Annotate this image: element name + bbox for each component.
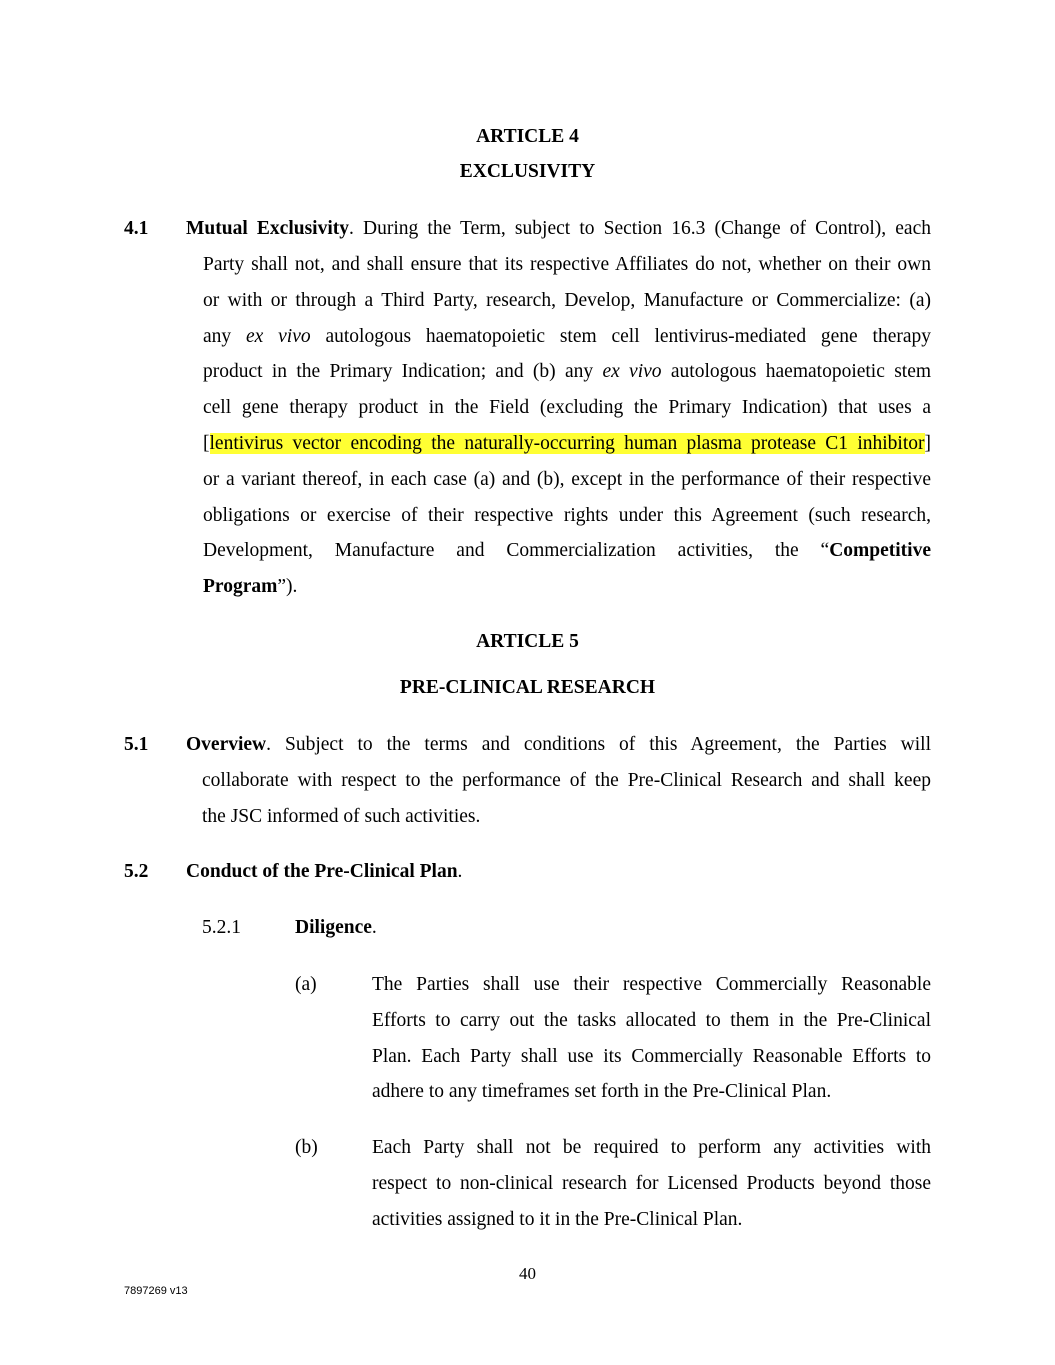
- item-b-label: (b): [295, 1137, 318, 1158]
- section-5-1-heading: Overview: [186, 734, 267, 755]
- item-b-line-1: Each Party shall not be required to perform any activities with: [372, 1137, 931, 1158]
- section-5-2-1-number: 5.2.1: [202, 917, 241, 938]
- section-4-1-line-3: or with or through a Third Party, research, Develop, Manufacture or Commercialize: (a): [203, 289, 931, 311]
- line-4-text-b: autologous haematopoietic stem cell lentivirus-mediated gene therapy: [325, 325, 932, 347]
- item-a-line-2: Efforts to carry out the tasks allocated to them in the Pre-Clinical: [372, 1009, 931, 1031]
- highlighted-text: lentivirus vector encoding the naturally-occurring human plasma protease C1 inhibitor: [209, 432, 925, 454]
- item-a-line-3: Plan. Each Party shall use its Commercially Reasonable Efforts to: [372, 1045, 931, 1067]
- defined-term-part-1: Competitive: [829, 540, 931, 562]
- section-5-1-number: 5.1: [124, 734, 149, 755]
- item-b-body: [372, 1130, 931, 1237]
- section-5-1-line-2: collaborate with respect to the performance of the Pre-Clinical Research and shall keep: [202, 770, 931, 791]
- section-4-1-number: 4.1: [124, 218, 149, 239]
- line-4-italic: ex vivo: [246, 325, 311, 347]
- line-11-end: ”).: [277, 576, 298, 598]
- section-4-1-line-2: Party shall not, and shall ensure that its respective Affiliates do not, whether on their own: [203, 254, 931, 275]
- section-4-1-line-10: [203, 533, 931, 569]
- line-4-text-a: any: [203, 325, 232, 347]
- bracket-close: ]: [924, 432, 931, 454]
- section-4-1-heading: Mutual Exclusivity: [186, 218, 349, 239]
- item-a-body: [372, 967, 931, 1110]
- article-4-title: ARTICLE 4: [476, 126, 579, 147]
- section-5-1-first-line: [186, 727, 931, 763]
- item-a-label: (a): [295, 974, 317, 995]
- section-4-1-line-1: . During the Term, subject to Section 16.3 (Change of Control), each: [349, 218, 931, 239]
- document-id: 7897269 v13: [124, 1285, 188, 1297]
- item-b-line-3: activities assigned to it in the Pre-Clinical Plan.: [372, 1208, 743, 1230]
- section-4-1-line-6: cell gene therapy product in the Field (excluding the Primary Indication) that uses a: [203, 397, 931, 419]
- article-5-title: ARTICLE 5: [476, 631, 579, 652]
- section-4-1-line-8: or a variant thereof, in each case (a) and (b), except in the performance of their respective: [203, 468, 931, 490]
- section-5-2-number: 5.2: [124, 861, 149, 882]
- item-a-line-1: The Parties shall use their respective Commercially Reasonable: [372, 974, 931, 995]
- section-4-1-line-4: [203, 319, 931, 355]
- defined-term-part-2: Program: [203, 576, 278, 598]
- section-5-1-body: [202, 763, 931, 835]
- section-4-1-line-9: obligations or exercise of their respective rights under this Agreement (such research,: [203, 504, 931, 526]
- item-b-line-2: respect to non-clinical research for Licensed Products beyond those: [372, 1172, 931, 1194]
- section-5-2-1-title: [295, 916, 377, 940]
- line-10-text: Development, Manufacture and Commercialization activities, the “: [203, 540, 830, 562]
- section-5-1-line-1: . Subject to the terms and conditions of this Agreement, the Parties will: [266, 734, 931, 755]
- page-number: 40: [519, 1264, 536, 1283]
- section-5-2-period: .: [457, 861, 463, 882]
- section-4-1-body: [203, 247, 931, 605]
- line-5-text-b: autologous haematopoietic stem: [670, 361, 932, 383]
- section-4-1-line-7: [203, 426, 931, 462]
- section-4-1-line-5: [203, 354, 931, 390]
- section-5-2-1-period: .: [371, 917, 377, 938]
- section-5-2-title: [186, 860, 462, 884]
- section-4-1-line-11: [203, 569, 931, 605]
- item-a-line-4: adhere to any timeframes set forth in the Pre-Clinical Plan.: [372, 1081, 832, 1103]
- section-5-1-line-3: the JSC informed of such activities.: [202, 805, 481, 827]
- bracket-open: [: [203, 432, 210, 454]
- article-5-subtitle: PRE-CLINICAL RESEARCH: [399, 677, 656, 698]
- section-5-2-1-heading: Diligence: [295, 917, 372, 938]
- section-5-2-heading: Conduct of the Pre-Clinical Plan: [186, 861, 458, 882]
- line-5-italic: ex vivo: [602, 361, 662, 383]
- article-4-subtitle: EXCLUSIVITY: [459, 161, 596, 182]
- section-4-1-first-line: [186, 211, 931, 247]
- line-5-text-a: product in the Primary Indication; and (b) any: [203, 361, 594, 383]
